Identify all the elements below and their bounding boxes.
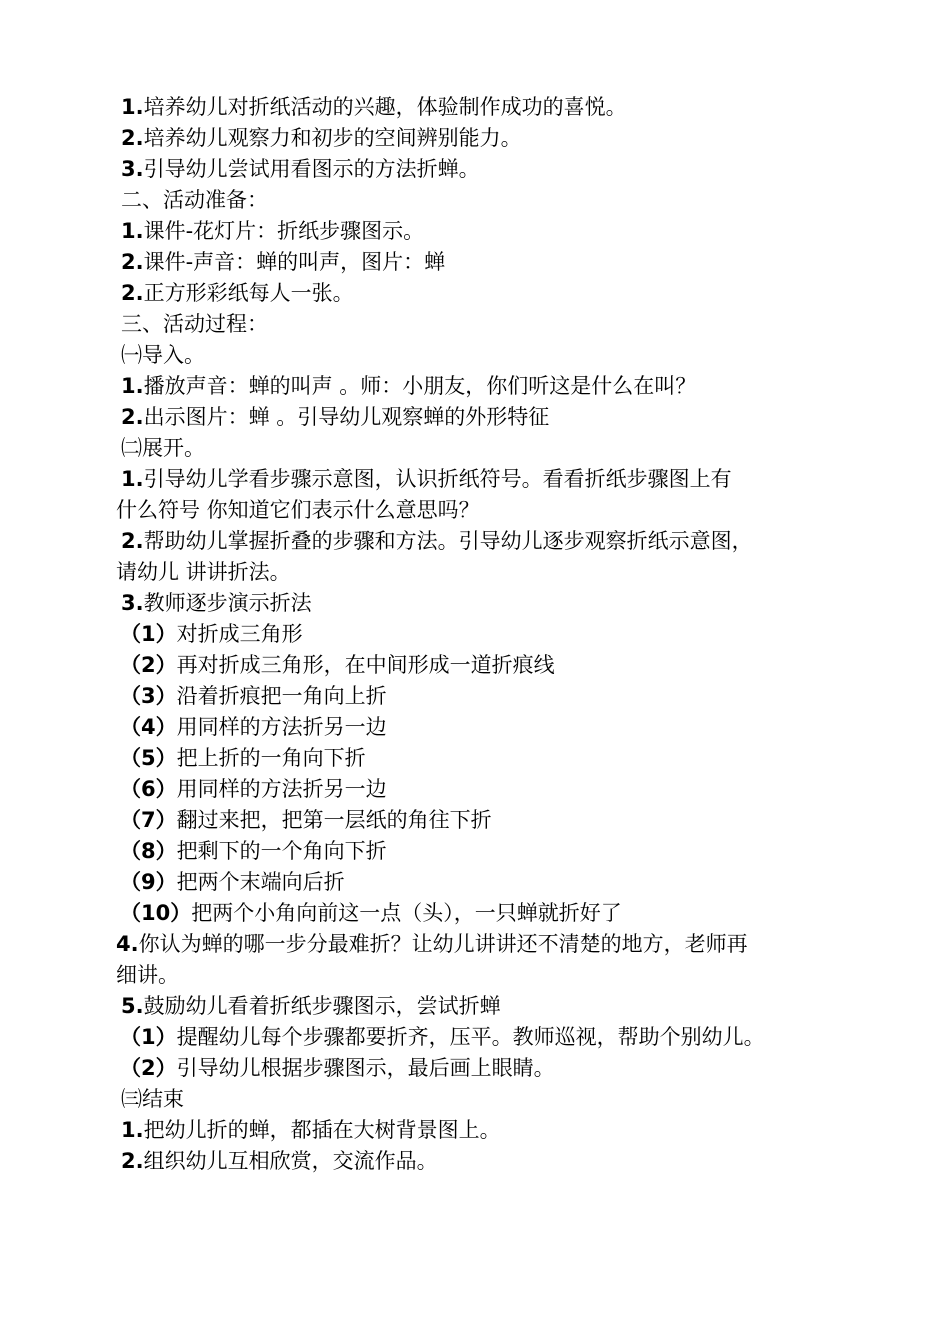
step-3 (116, 681, 876, 712)
line-number: 1. (121, 467, 144, 491)
step-5 (116, 743, 876, 774)
subsection-intro (116, 340, 876, 371)
line-number: 2. (121, 126, 144, 150)
line-text: 正方形彩纸每人一张。 (143, 281, 354, 305)
line-text: 把剩下的一个角向下折 (176, 839, 387, 863)
step-6 (116, 774, 876, 805)
step-10 (116, 898, 876, 929)
goal-line-3 (116, 154, 876, 185)
goal-line-2 (116, 123, 876, 154)
step-4 (116, 712, 876, 743)
line-text: 提醒幼儿每个步骤都要折齐，压平。教师巡视，帮助个别幼儿。 (176, 1025, 765, 1049)
line-text: 教师逐步演示折法 (143, 591, 312, 615)
prep-line-1 (116, 216, 876, 247)
expand-line-2 (116, 526, 876, 557)
step-8 (116, 836, 876, 867)
line-text: 沿着折痕把一角向上折 (176, 684, 387, 708)
line-text: 请幼儿 讲讲折法。 (116, 560, 291, 584)
line-text: 翻过来把，把第一层纸的角往下折 (176, 808, 492, 832)
line-text: 把上折的一角向下折 (176, 746, 366, 770)
line-number: 2. (121, 1149, 144, 1173)
line-number: 3. (121, 591, 144, 615)
expand-line-1-cont (116, 495, 876, 526)
expand-line-1 (116, 464, 876, 495)
subsection-expand (116, 433, 876, 464)
line-text: 播放声音：蝉的叫声 。师：小朋友，你们听这是什么在叫？ (143, 374, 697, 398)
line-number: （1） (120, 1025, 177, 1049)
section-heading-preparation (116, 185, 876, 216)
step-1 (116, 619, 876, 650)
line-text: 你认为蝉的哪一步分最难折？让幼儿讲讲还不清楚的地方，老师再 (138, 932, 748, 956)
goal-line-1 (116, 92, 876, 123)
practice-step-1 (116, 1022, 876, 1053)
expand-line-5 (116, 991, 876, 1022)
line-text: 鼓励幼儿看着折纸步骤图示，尝试折蝉 (143, 994, 501, 1018)
line-number: 1. (121, 1118, 144, 1142)
line-text: 引导幼儿根据步骤图示，最后画上眼睛。 (176, 1056, 555, 1080)
intro-line-1 (116, 371, 876, 402)
line-number: （7） (120, 808, 177, 832)
line-number: （9） (120, 870, 177, 894)
expand-line-3 (116, 588, 876, 619)
line-number: （2） (120, 653, 177, 677)
line-text: 二、活动准备： (121, 188, 268, 212)
line-text: 引导幼儿学看步骤示意图，认识折纸符号。看看折纸步骤图上有 (143, 467, 732, 491)
subsection-end (116, 1084, 876, 1115)
line-text: 帮助幼儿掌握折叠的步骤和方法。引导幼儿逐步观察折纸示意图， (143, 529, 753, 553)
practice-step-2 (116, 1053, 876, 1084)
line-number: 2. (121, 250, 144, 274)
line-text: 用同样的方法折另一边 (176, 715, 387, 739)
line-text: 把两个小角向前这一点（头），一只蝉就折好了 (191, 901, 622, 925)
line-text: 组织幼儿互相欣赏，交流作品。 (143, 1149, 438, 1173)
line-text: ㈢结束 (121, 1087, 184, 1111)
line-number: 2. (121, 529, 144, 553)
line-text: ㈠导入。 (121, 343, 205, 367)
line-number: （2） (120, 1056, 177, 1080)
line-text: 课件-声音：蝉的叫声，图片：蝉 (143, 250, 446, 274)
step-7 (116, 805, 876, 836)
prep-line-2 (116, 247, 876, 278)
line-text: 出示图片：蝉 。引导幼儿观察蝉的外形特征 (143, 405, 550, 429)
expand-line-2-cont (116, 557, 876, 588)
prep-line-3 (116, 278, 876, 309)
line-text: 培养幼儿观察力和初步的空间辨别能力。 (143, 126, 522, 150)
line-text: 什么符号 你知道它们表示什么意思吗？ (116, 498, 480, 522)
line-number: 1. (121, 95, 144, 119)
line-number: （5） (120, 746, 177, 770)
step-9 (116, 867, 876, 898)
line-text: 把幼儿折的蝉，都插在大树背景图上。 (143, 1118, 501, 1142)
intro-line-2 (116, 402, 876, 433)
expand-line-4-cont (116, 960, 876, 991)
line-text: 把两个末端向后折 (176, 870, 345, 894)
line-number: （6） (120, 777, 177, 801)
line-number: （1） (120, 622, 177, 646)
line-number: （8） (120, 839, 177, 863)
step-2 (116, 650, 876, 681)
line-text: 细讲。 (116, 963, 179, 987)
line-text: 课件-花灯片：折纸步骤图示。 (143, 219, 425, 243)
document-body (116, 92, 876, 1177)
end-line-1 (116, 1115, 876, 1146)
line-text: 引导幼儿尝试用看图示的方法折蝉。 (143, 157, 480, 181)
section-heading-process (116, 309, 876, 340)
line-number: （3） (120, 684, 177, 708)
line-number: 1. (121, 374, 144, 398)
line-number: 1. (121, 219, 144, 243)
line-text: ㈡展开。 (121, 436, 205, 460)
line-text: 再对折成三角形，在中间形成一道折痕线 (176, 653, 555, 677)
line-text: 用同样的方法折另一边 (176, 777, 387, 801)
line-number: 2. (121, 405, 144, 429)
line-number: 3. (121, 157, 144, 181)
line-number: 2. (121, 281, 144, 305)
line-number: （10） (120, 901, 192, 925)
line-text: 三、活动过程： (121, 312, 268, 336)
line-text: 对折成三角形 (176, 622, 303, 646)
line-number: 4. (116, 932, 139, 956)
end-line-2 (116, 1146, 876, 1177)
expand-line-4 (116, 929, 876, 960)
line-number: （4） (120, 715, 177, 739)
line-number: 5. (121, 994, 144, 1018)
line-text: 培养幼儿对折纸活动的兴趣，体验制作成功的喜悦。 (143, 95, 627, 119)
